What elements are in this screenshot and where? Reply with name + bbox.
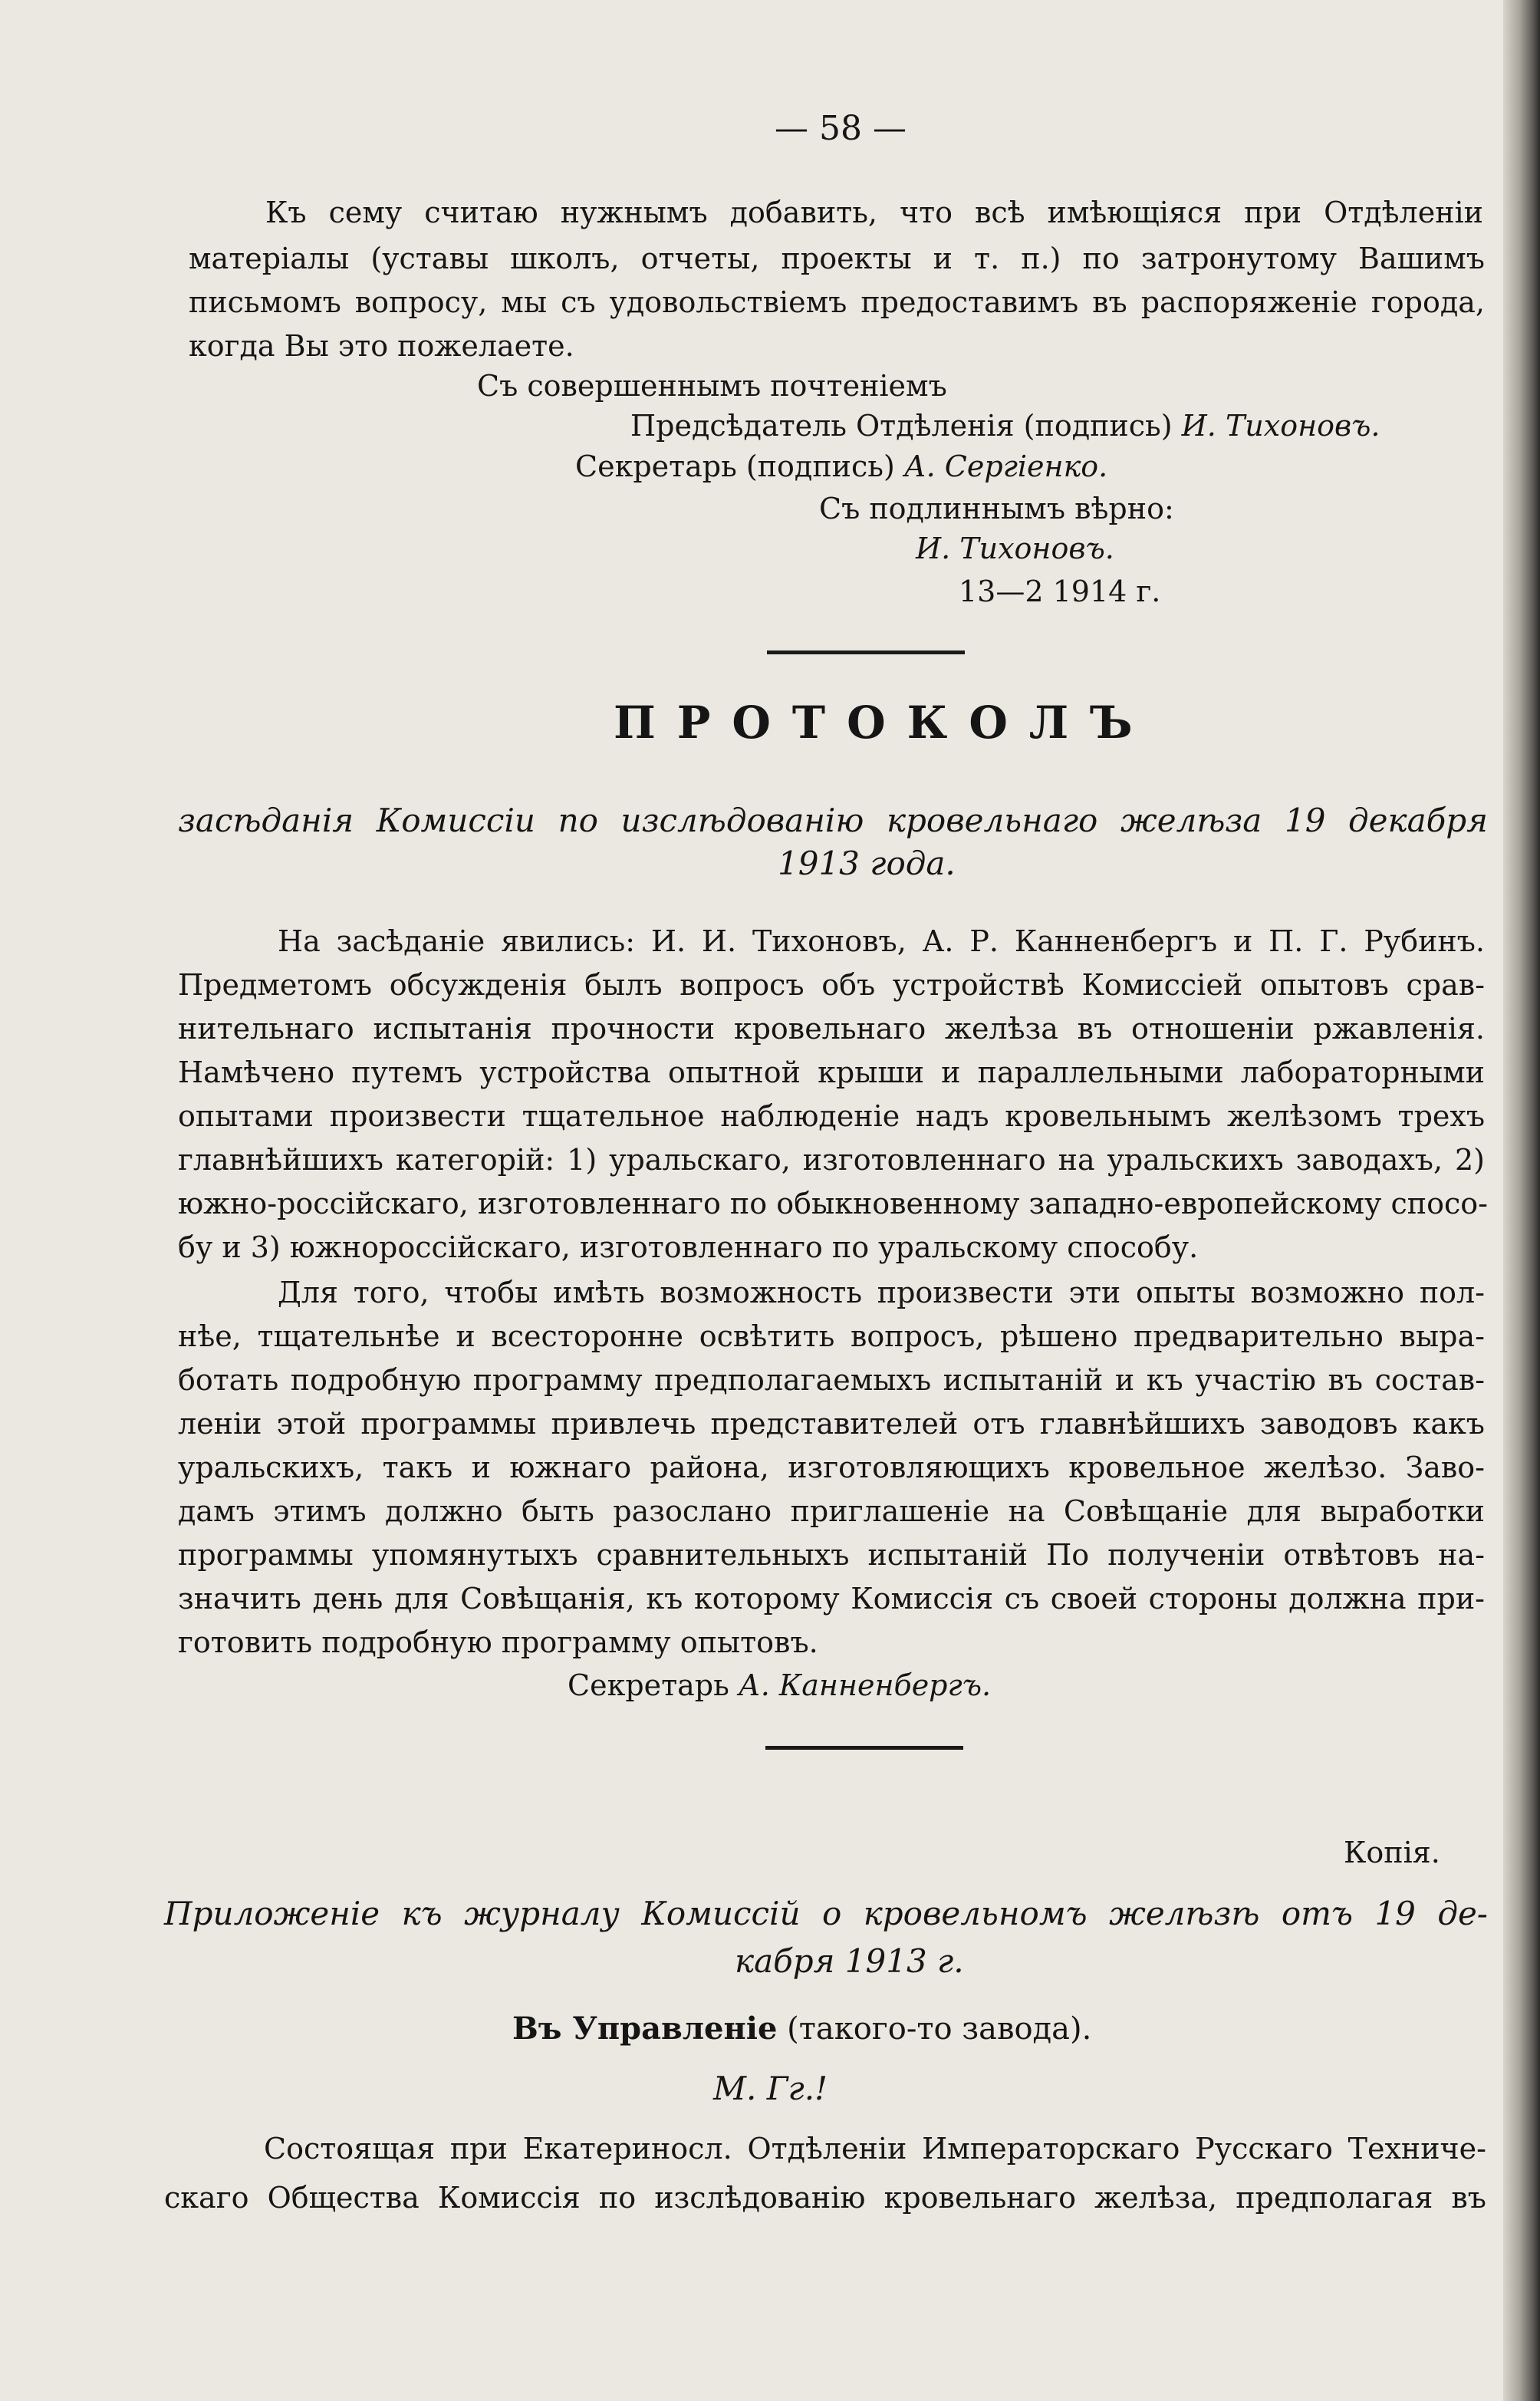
letter-line: письмомъ вопросу, мы съ удовольствіемъ предоставимъ въ распоряженіе города, [189,285,1485,319]
certified-name: И. Тихоновъ. [916,532,1114,565]
letter-line: когда Вы это пожелаете. [189,329,574,363]
protocol-title: ПРОТОКОЛЪ [614,697,1154,749]
secretary-label: Секретарь (подпись) [575,450,895,483]
book-gutter-shadow [1503,0,1540,2401]
protocol-line: ботать подробную программу предполагаемыхъ испытаній и къ участію въ состав- [178,1363,1485,1397]
protocol-line: главнѣйшихъ категорій: 1) уральскаго, изготовленнаго на уральскихъ заводахъ, 2) [178,1143,1485,1177]
protocol-line: бу и 3) южнороссійскаго, изготовленнаго по уральскому способу. [178,1230,1199,1264]
copy-label: Копія. [1344,1836,1440,1869]
protocol-line: готовить подробную программу опытовъ. [178,1625,818,1659]
section-divider [767,650,965,654]
secretary-signature [575,447,1107,486]
chairman-label: Предсѣдатель Отдѣленія (подпись) [630,409,1173,443]
protocol-line: Предметомъ обсужденія былъ вопросъ объ устройствѣ Комиссіей опытовъ срав- [178,968,1485,1002]
salutation: М. Гг.! [713,2070,828,2107]
letter-line: Къ сему считаю нужнымъ добавить, что всѣ имѣющіяся при Отдѣленіи [265,196,1483,229]
appendix-title: кабря 1913 г. [735,1942,964,1980]
section-divider [765,1746,963,1750]
protocol-line: леніи этой программы привлечь представителей отъ главнѣйшихъ заводовъ какъ [178,1407,1485,1441]
protocol-line: уральскихъ, такъ и южнаго района, изготовляющихъ кровельное желѣзо. Заво- [178,1451,1485,1484]
letter-date: 13—2 1914 г. [959,575,1161,608]
closing-text: Съ совершеннымъ почтеніемъ [477,369,947,403]
protocol-line: Для того, чтобы имѣть возможность произвести эти опыты возможно пол- [278,1276,1485,1309]
protocol-line: Намѣчено путемъ устройства опытной крыши и параллельными лабораторными [178,1056,1485,1089]
page-number: — 58 — [775,109,907,148]
addressee [512,2010,1091,2048]
certified-text: Съ подлиннымъ вѣрно: [819,492,1174,525]
protocol-subtitle: 1913 года. [778,845,956,882]
protocol-subtitle: засѣданія Комиссіи по изслѣдованію кровельнаго желѣза 19 декабря [178,802,1488,839]
protocol-secretary [568,1666,991,1704]
protocol-line: нѣе, тщательнѣе и всесторонне освѣтить вопросъ, рѣшено предварительно выра- [178,1319,1485,1353]
protocol-secretary-label: Секретарь [568,1668,729,1702]
chairman-name: И. Тихоновъ. [1181,409,1380,443]
addressee-rest: (такого-то завода). [787,2011,1092,2047]
appendix-line: скаго Общества Комиссія по изслѣдованію кровельнаго желѣза, предполагая въ [164,2181,1486,2215]
appendix-title: Приложеніе къ журналу Комиссій о кровельномъ желѣзѣ отъ 19 де- [164,1895,1488,1932]
protocol-line: опытами произвести тщательное наблюденіе надъ кровельнымъ желѣзомъ трехъ [178,1099,1485,1133]
protocol-line: нительнаго испытанія прочности кровельнаго желѣза въ отношеніи ржавленія. [178,1012,1485,1046]
protocol-line: дамъ этимъ должно быть разослано приглашеніе на Совѣщаніе для выработки [178,1494,1485,1528]
addressee-bold: Въ Управленіе [512,2011,778,2047]
chairman-signature [630,407,1380,445]
secretary-name: А. Сергіенко. [903,450,1108,483]
letter-line: матеріалы (уставы школъ, отчеты, проекты и т. п.) по затронутому Вашимъ [189,242,1485,275]
protocol-line: На засѣданіе явились: И. И. Тихоновъ, А. Р. Канненбергъ и П. Г. Рубинъ. [278,924,1485,958]
protocol-line: программы упомянутыхъ сравнительныхъ испытаній По полученіи отвѣтовъ на- [178,1538,1485,1572]
appendix-line: Состоящая при Екатериносл. Отдѣленіи Императорскаго Русскаго Техниче- [264,2132,1486,2166]
protocol-line: значить день для Совѣщанія, къ которому Комиссія съ своей стороны должна при- [178,1582,1485,1615]
protocol-line: южно-россійскаго, изготовленнаго по обыкновенному западно-европейскому спосо- [178,1187,1488,1220]
protocol-secretary-name: А. Канненбергъ. [738,1668,992,1702]
